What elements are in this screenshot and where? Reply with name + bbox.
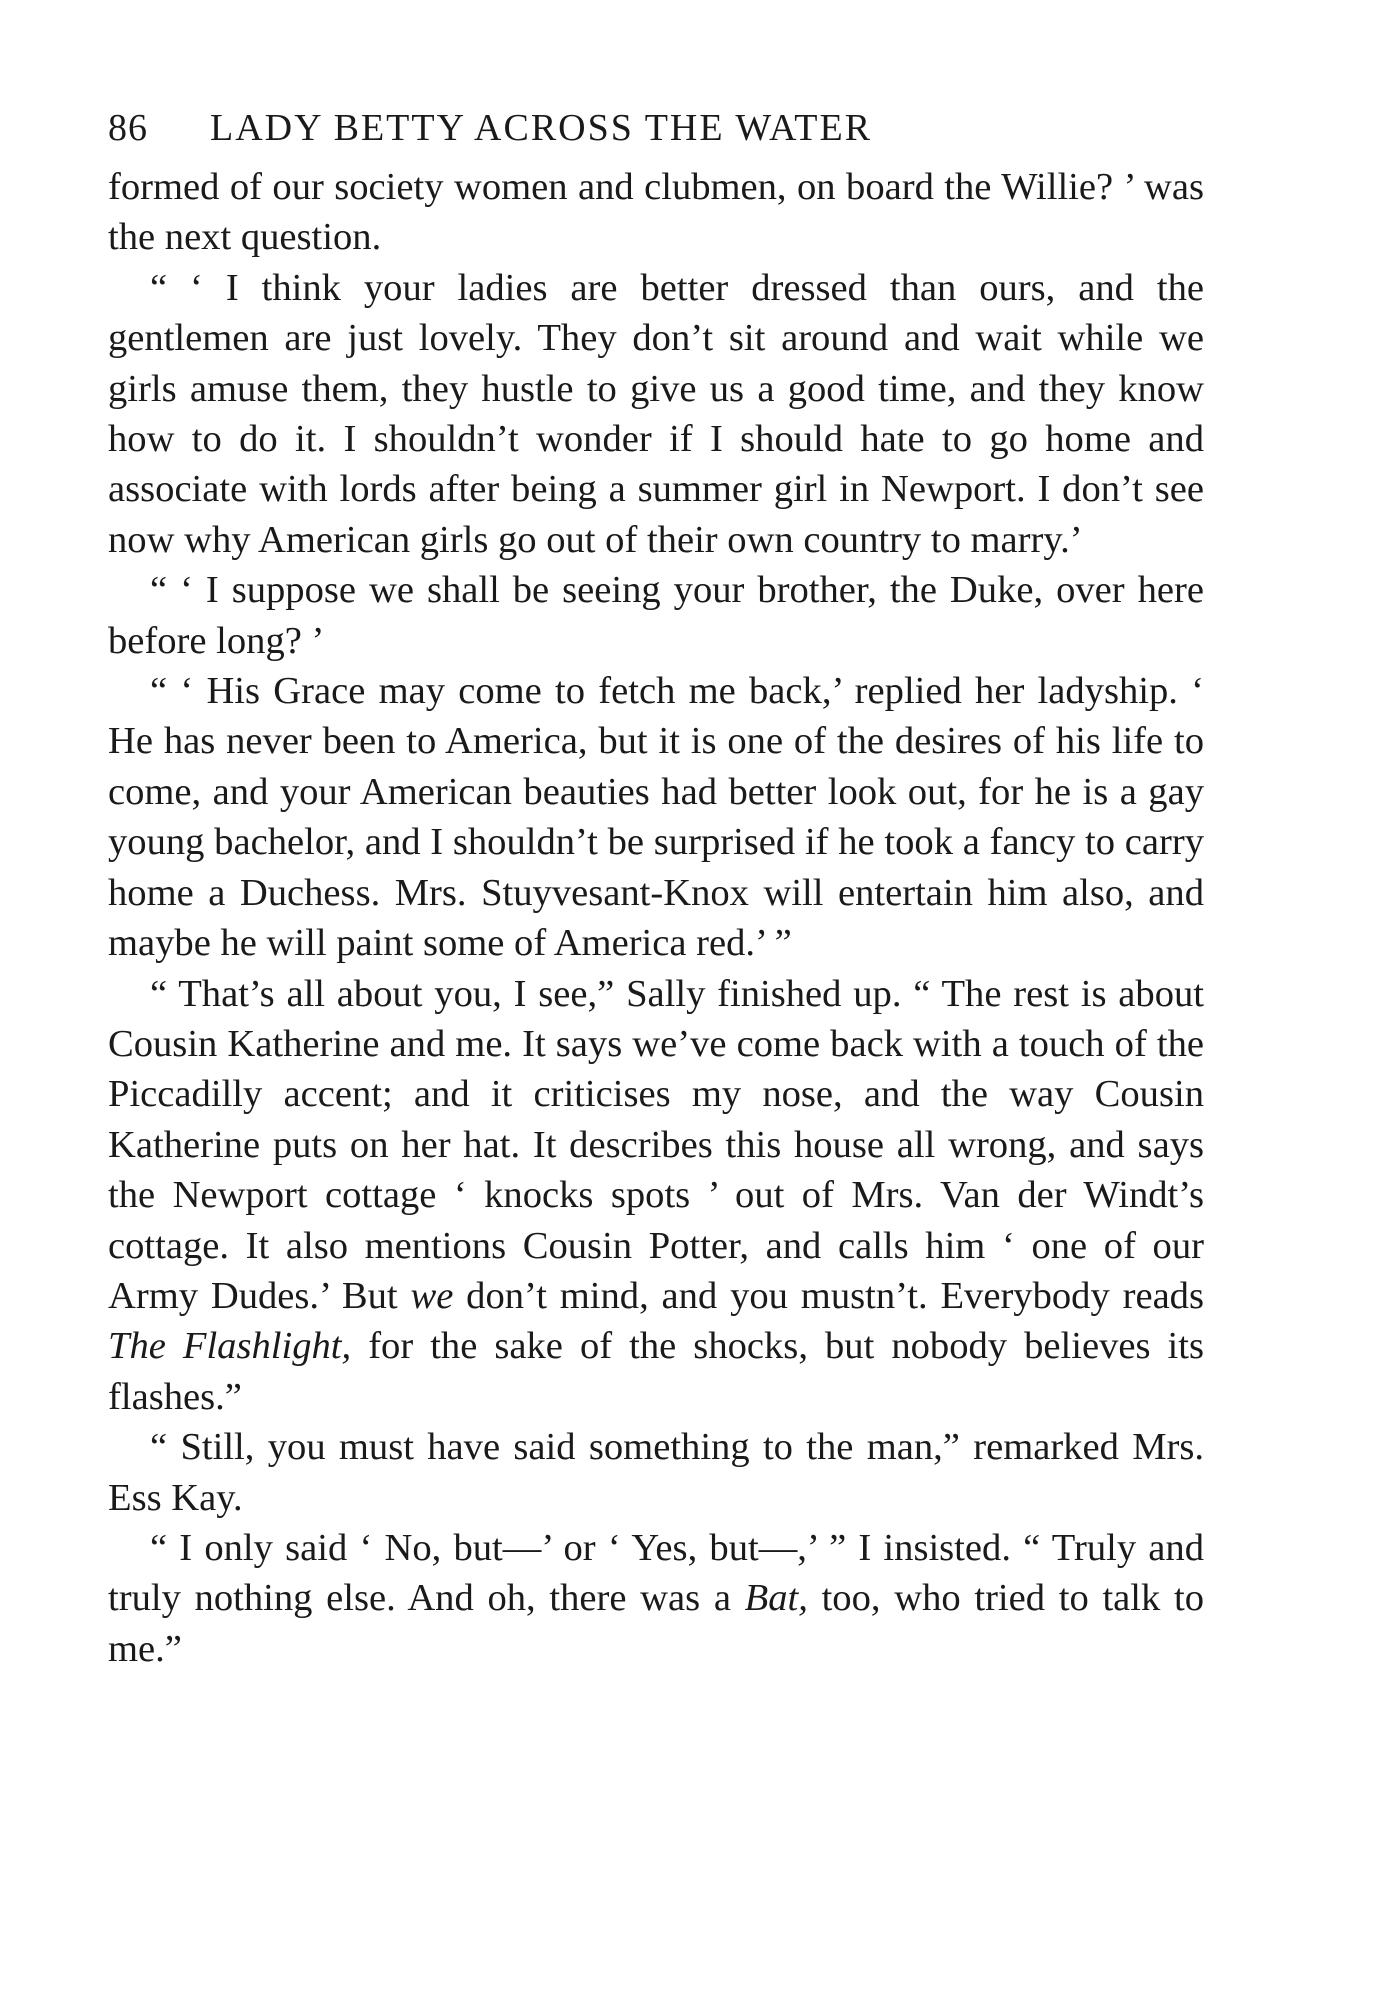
- text-run: “ ‘ I suppose we shall be seeing your brother, the Duke, over here before long? ’: [108, 569, 1204, 662]
- paragraph: [108, 565, 1204, 666]
- text-run: “ That’s all about you, I see,” Sally finished up. “ The rest is about Cousin Katherine and me. It says we’ve come back with a touch of the Piccadilly accent; and it criticises my nose, and the way Cousin Katherine puts on her hat. It describes this house all wrong, and says the Newport cottage ‘ knocks spots ’ out of Mrs. Van der Windt’s cottage. It also mentions Cousin Potter, and calls him ‘ one of our Army Dudes.’ But: [108, 972, 1204, 1317]
- text-run: “ Still, you must have said something to the man,” remarked Mrs. Ess Kay.: [108, 1426, 1204, 1519]
- text-run: for the sake of the shocks, but nobody believes its flashes.”: [108, 1325, 1204, 1418]
- paragraph: [108, 969, 1204, 1423]
- paragraph: [108, 263, 1204, 565]
- book-page: [108, 98, 1204, 1674]
- body-text: [108, 162, 1204, 1674]
- page-number: 86: [108, 107, 148, 149]
- italic-text: Bat,: [744, 1577, 808, 1620]
- text-run: “ I only said ‘ No, but—’ or ‘ Yes, but—,’ ” I insisted. “ Truly and truly nothing else. And oh, there was a: [108, 1526, 1204, 1620]
- paragraph: [108, 162, 1204, 263]
- text-run: “ ‘ I think your ladies are better dressed than ours, and the gentlemen are just lovely. They don’t sit around and wait while we girls amuse them, they hustle to give us a good time, and they know how to do it. I shouldn’t wonder if I should hate to go home and associate with lords after being a summer girl in Newport. I don’t see now why American girls go out of their own country to marry.’: [108, 266, 1204, 561]
- paragraph: [108, 1422, 1204, 1523]
- running-head: [108, 98, 1204, 158]
- text-run: “ ‘ His Grace may come to fetch me back,’ replied her ladyship. ‘ He has never been to America, but it is one of the desires of his life to come, and your American beauties had better look out, for he is a gay young bachelor, and I shouldn’t be surprised if he took a fancy to carry home a Duchess. Mrs. Stuyvesant-Knox will entertain him also, and maybe he will paint some of America red.’ ”: [108, 670, 1204, 965]
- italic-text: we: [410, 1274, 454, 1317]
- paragraph: [108, 666, 1204, 968]
- text-run: too, who tried to talk to me.”: [108, 1577, 1204, 1670]
- italic-text: The Flashlight,: [108, 1325, 352, 1368]
- running-head-title: LADY BETTY ACROSS THE WATER: [210, 107, 873, 149]
- text-run: don’t mind, and you mustn’t. Everybody reads: [453, 1274, 1204, 1317]
- paragraph: [108, 1523, 1204, 1674]
- text-run: formed of our society women and clubmen, on board the Willie? ’ was the next question.: [108, 166, 1204, 259]
